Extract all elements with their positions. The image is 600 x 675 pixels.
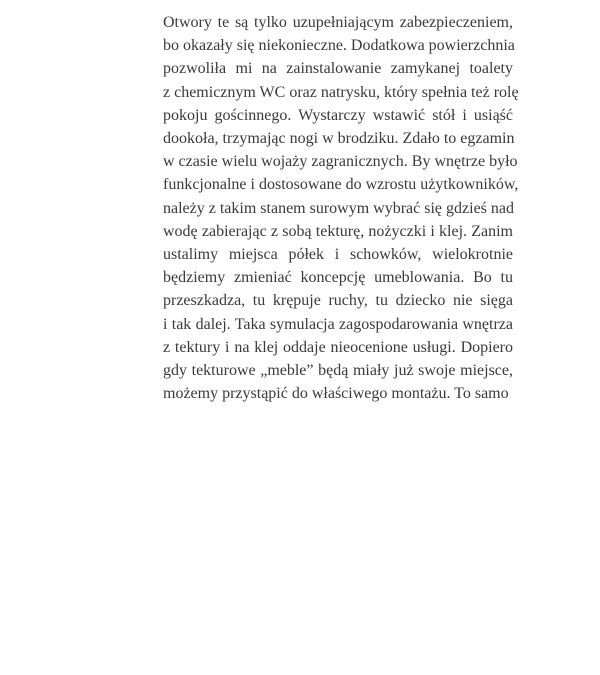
text-line: z tektury i na klej oddaje nieocenione usługi. Dopiero (163, 338, 513, 356)
text-line: przeszkadza, tu krępuje ruchy, tu dziecko nie sięga (163, 292, 513, 310)
text-line: Otwory te są tylko uzupełniającym zabezpieczeniem, (163, 14, 513, 31)
body-paragraph (163, 11, 519, 405)
text-line: będziemy zmieniać koncepcję umeblowania. Bo tu (163, 269, 513, 287)
text-line: z chemicznym WC oraz natrysku, który spełnia też rolę (163, 83, 519, 101)
text-line: możemy przystąpić do właściwego montażu. To samo (163, 385, 509, 403)
text-line: należy z takim stanem surowym wybrać się gdzieś nad (163, 199, 514, 217)
text-line: i tak dalej. Taka symulacja zagospodarowania wnętrza (163, 315, 513, 333)
text-line: dookoła, trzymając nogi w brodziku. Zdało to egzamin (163, 130, 515, 148)
text-line: pokoju gościnnego. Wystarczy wstawić stół i usiąść (163, 106, 513, 124)
text-line: funkcjonalne i dostosowane do wzrostu użytkowników, (163, 176, 519, 194)
text-line: bo okazały się niekonieczne. Dodatkowa powierzchnia (163, 37, 515, 55)
text-line: pozwoliła mi na zainstalowanie zamykanej toalety (163, 60, 513, 78)
text-line: w czasie wielu wojaży zagranicznych. By wnętrze było (163, 153, 518, 171)
text-line: wodę zabierając z sobą tekturę, nożyczki i klej. Zanim (163, 222, 513, 240)
text-line: gdy tekturowe „meble” będą miały już swoje miejsce, (163, 362, 513, 380)
text-line: ustalimy miejsca półek i schowków, wielokrotnie (163, 246, 513, 264)
